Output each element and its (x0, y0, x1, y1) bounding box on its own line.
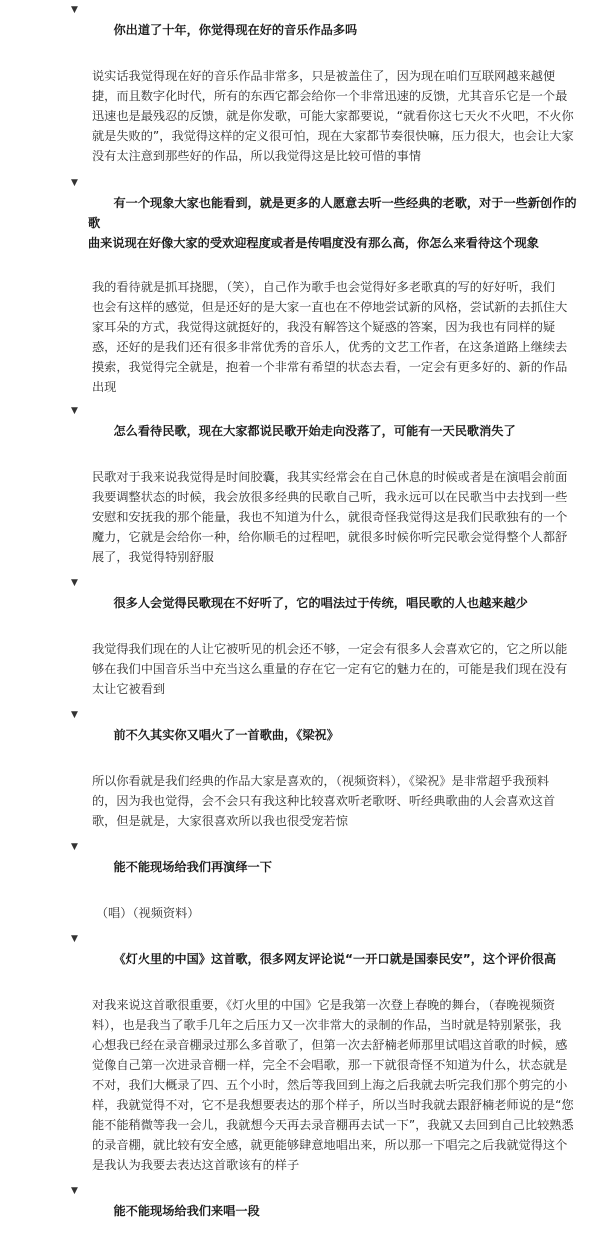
qa-section (0, 573, 600, 699)
section-heading[interactable] (0, 705, 600, 765)
caret-down-icon[interactable]: ▼ (71, 842, 78, 852)
section-heading[interactable] (0, 173, 600, 273)
heading-text: 怎么看待民歌，现在大家都说民歌开始走向没落了，可能有一天民歌消失了 (113, 424, 516, 438)
qa-section (0, 401, 600, 567)
section-body: 对我来说这首歌很重要，《灯火里的中国》它是我第一次登上春晚的舞台，（春晚视频资 料），也是我当了歌手几年之后压力又一次非常大的录制的作品，当时就是特别紧张，我 心想我已经在录音棚录过那么多首歌了，但第一次去舒楠老师那里试唱这首歌的时候，感 觉像自己第一次进录音棚一样，完全不会唱歌，那一下就很奇怪不知道为什么，状态就是 不对，我们大概录了四、五个小时，然后等我回到上海之后我就去听完我们那个剪完的小 样，我就觉得不对，它不是我想要表达的那个样子，所以当时我就去跟舒楠老师说的是“您 能不能稍微等我一会儿，我就想今天再去录音棚再去试一下”，我就又去回到自己比较熟悉 的录音棚，就比较有安全感，就更能够肆意地唱出来，所以那一下唱完之后我就觉得这个 是我认为我要去表达这首歌该有的样子 (92, 998, 574, 1172)
section-body: 所以你看就是我们经典的作品大家是喜欢的，（视频资料），《梁祝》是非常超乎我预料 的，因为我也觉得，会不会只有我这种比较喜欢听老歌呀、听经典歌曲的人会喜欢这首 歌，但是就是，大家很喜欢所以我也很受宠若惊 (92, 774, 556, 828)
caret-down-icon[interactable]: ▼ (71, 578, 78, 588)
section-heading[interactable] (0, 573, 600, 633)
heading-text: 能不能现场给我们再演绎一下 (113, 860, 272, 874)
qa-section (0, 837, 600, 923)
section-heading[interactable] (0, 929, 600, 989)
heading-text: 你出道了十年，你觉得现在好的音乐作品多吗 (113, 23, 358, 37)
heading-text: 很多人会觉得民歌现在不好听了，它的唱法过于传统，唱民歌的人也越来越少 (113, 596, 528, 610)
caret-down-icon[interactable]: ▼ (71, 1186, 78, 1196)
section-body: 我的看待就是抓耳挠腮，（笑），自己作为歌手也会觉得好多老歌真的写的好好听，我们 也会有这样的感觉，但是还好的是大家一直也在不停地尝试新的风格，尝试新的去抓住大 家耳朵的方式，我觉得这就挺好的，我没有解答这个疑惑的答案，因为我也有同样的疑 惑，还好的是我们还有很多非常优秀的音乐人，优秀的文艺工作者，在这条道路上继续去 摸索，我觉得完全就是，抱着一个非常有希望的状态去看，一定会有更多好的、新的作品 出现 (92, 280, 568, 394)
caret-down-icon[interactable]: ▼ (71, 406, 78, 416)
section-heading[interactable] (0, 837, 600, 897)
section-body: 民歌对于我来说我觉得是时间胶囊，我其实经常会在自己休息的时候或者是在演唱会前面 我要调整状态的时候，我会放很多经典的民歌自己听，我永远可以在民歌当中去找到一些 安慰和安抚我的那个能量，我也不知道为什么，就很奇怪我觉得这是我们民歌独有的一个 魔力，它就是会给你一种，给你顺毛的过程吧，就很多时候你听完民歌会觉得整个人都舒 展了，我觉得特别舒服 (92, 470, 568, 564)
qa-section (0, 173, 600, 397)
heading-text: 前不久其实你又唱火了一首歌曲，《梁祝》 (113, 728, 339, 742)
qa-section (0, 1181, 600, 1241)
section-heading[interactable] (0, 401, 600, 461)
heading-text: 有一个现象大家也能看到，就是更多的人愿意去听一些经典的老歌，对于一些新创作的歌 曲来说现在好像大家的受欢迎程度或者是传唱度没有那么高，你怎么来看待这个现象 (88, 196, 577, 250)
section-body: （唱）（视频资料） (92, 906, 200, 920)
heading-text: 能不能现场给我们来唱一段 (113, 1204, 260, 1218)
heading-text: 《灯火里的中国》这首歌，很多网友评论说“一开口就是国泰民安”，这个评价很高 (113, 952, 557, 966)
qa-section (0, 929, 600, 1175)
section-body: 说实话我觉得现在好的音乐作品非常多，只是被盖住了，因为现在咱们互联网越来越便 捷，而且数字化时代，所有的东西它都会给你一个非常迅速的反馈，尤其音乐它是一个最 迅速也是最残忍的反馈，就是你发歌，可能大家都要说，“就看你这七天火不火吧，不火你 就是失败的”，我觉得这样的定义很可怕，现在大家都节奏很快嘛，压力很大，也会让大家 没有太注意到那些好的作品，所以我觉得这是比较可惜的事情 (92, 69, 574, 163)
caret-down-icon[interactable]: ▼ (71, 934, 78, 944)
section-heading[interactable] (0, 1181, 600, 1241)
qa-section (0, 705, 600, 831)
section-body: 我觉得我们现在的人让它被听见的机会还不够，一定会有很多人会喜欢它的，它之所以能 够在我们中国音乐当中充当这么重量的存在它一定有它的魅力在的，可能是我们现在没有 太让它被看到 (92, 642, 568, 696)
qa-section (0, 0, 600, 166)
caret-down-icon[interactable]: ▼ (71, 710, 78, 720)
section-heading[interactable] (0, 0, 600, 60)
caret-down-icon[interactable]: ▼ (71, 178, 78, 188)
caret-down-icon[interactable]: ▼ (71, 5, 78, 15)
